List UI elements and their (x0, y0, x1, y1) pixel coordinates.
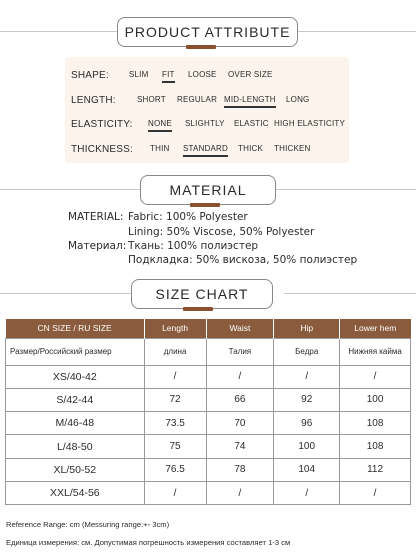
attr-label: LENGTH: (71, 94, 116, 106)
table-row (6, 388, 411, 411)
subheader-cell: Талия (206, 338, 274, 365)
divider-left (0, 293, 132, 294)
subheader-cell: Бедра (274, 338, 340, 365)
section-title-material: MATERIAL (140, 175, 276, 205)
attr-label: SHAPE: (71, 70, 109, 81)
table-cell: / (206, 481, 274, 504)
attr-option-selected: STANDARD (183, 143, 229, 153)
attr-option: THICK (238, 143, 263, 153)
size-chart-header (0, 271, 416, 315)
section-title-size-chart: SIZE CHART (131, 279, 273, 309)
table-cell: 70 (206, 412, 274, 435)
divider-right (284, 293, 416, 294)
divider-left (0, 189, 140, 190)
attr-option: THICKEN (274, 143, 311, 153)
column-header: Hip (274, 319, 340, 338)
attr-option: LOOSE (188, 70, 217, 79)
material-label-en: MATERIAL: (68, 211, 124, 223)
attr-option: LONG (286, 94, 310, 104)
subheader-cell: Размер/Российский размер (6, 338, 145, 365)
material-fabric-en: Fabric: 100% Polyester (128, 211, 248, 223)
table-cell: 112 (340, 458, 411, 481)
attr-row-elasticity (71, 115, 349, 140)
divider-right (298, 31, 416, 32)
table-cell: 74 (206, 435, 274, 458)
material-header (0, 167, 416, 211)
table-cell: 75 (144, 435, 206, 458)
table-row (6, 435, 411, 458)
table-cell: / (144, 481, 206, 504)
attr-option: SLIGHTLY (185, 119, 225, 128)
attr-option-selected: FIT (162, 70, 175, 79)
table-cell: 92 (274, 388, 340, 411)
attr-option: ELASTIC (234, 119, 269, 128)
attr-option: REGULAR (177, 94, 218, 104)
material-lining-ru: Подкладка: 50% вискоза, 50% полиэстер (128, 254, 358, 266)
attr-row-length (71, 91, 349, 116)
size-cell: XL/50-52 (6, 458, 145, 481)
attr-option: HIGH ELASTICITY (274, 119, 346, 128)
table-row (6, 458, 411, 481)
table-cell: 100 (340, 388, 411, 411)
subheader-cell: Нижняя кайма (340, 338, 411, 365)
attr-option-selected: NONE (148, 119, 172, 128)
attr-option-selected: MID-LENGTH (224, 94, 276, 104)
attr-row-shape (71, 66, 349, 91)
table-cell: / (340, 481, 411, 504)
table-subheader-row (6, 338, 411, 365)
table-cell: 96 (274, 412, 340, 435)
attr-option: THIN (150, 143, 170, 153)
table-cell: 78 (206, 458, 274, 481)
attr-row-thickness (71, 140, 349, 165)
subheader-cell: длина (144, 338, 206, 365)
table-cell: / (274, 365, 340, 388)
table-row (6, 365, 411, 388)
attribute-panel (65, 57, 349, 163)
attr-option: SLIM (129, 70, 149, 79)
column-header: CN SIZE / RU SIZE (6, 319, 145, 338)
column-header: Lower hem (340, 319, 411, 338)
attr-option: SHORT (137, 94, 166, 104)
table-cell: / (144, 365, 206, 388)
table-cell: / (206, 365, 274, 388)
attr-option: OVER SIZE (228, 70, 273, 79)
size-cell: S/42-44 (6, 388, 145, 411)
table-cell: 66 (206, 388, 274, 411)
table-cell: / (340, 365, 411, 388)
divider-left (0, 31, 122, 32)
column-header: Length (144, 319, 206, 338)
attr-label: ELASTICITY: (71, 119, 133, 130)
table-cell: 76.5 (144, 458, 206, 481)
title-accent (183, 307, 213, 311)
table-cell: / (274, 481, 340, 504)
column-header: Waist (206, 319, 274, 338)
table-cell: 108 (340, 435, 411, 458)
title-accent (186, 45, 216, 49)
table-cell: 108 (340, 412, 411, 435)
product-attribute-header (0, 9, 416, 53)
material-lining-en: Lining: 50% Viscose, 50% Polyester (128, 226, 315, 238)
section-title-attribute: PRODUCT ATTRIBUTE (117, 17, 298, 47)
table-cell: 104 (274, 458, 340, 481)
material-label-ru: Материал: (68, 240, 127, 252)
size-chart-table (5, 319, 411, 505)
table-header-row (6, 319, 411, 338)
table-cell: 73.5 (144, 412, 206, 435)
table-cell: 100 (274, 435, 340, 458)
size-cell: XXL/54-56 (6, 481, 145, 504)
divider-right (276, 189, 416, 190)
size-cell: L/48-50 (6, 435, 145, 458)
size-cell: M/46-48 (6, 412, 145, 435)
measurement-unit-note-ru: Единица измерения: см. Допустимая погрешность измерения составляет 1-3 см (6, 538, 291, 547)
table-row (6, 412, 411, 435)
title-accent (190, 203, 220, 207)
reference-range-note: Reference Range: cm (Messuring range:+- 3cm) (6, 520, 170, 529)
material-fabric-ru: Ткань: 100% полиэстер (128, 240, 259, 252)
table-row (6, 481, 411, 504)
table-cell: 72 (144, 388, 206, 411)
size-cell: XS/40-42 (6, 365, 145, 388)
attr-label: THICKNESS: (71, 143, 134, 155)
